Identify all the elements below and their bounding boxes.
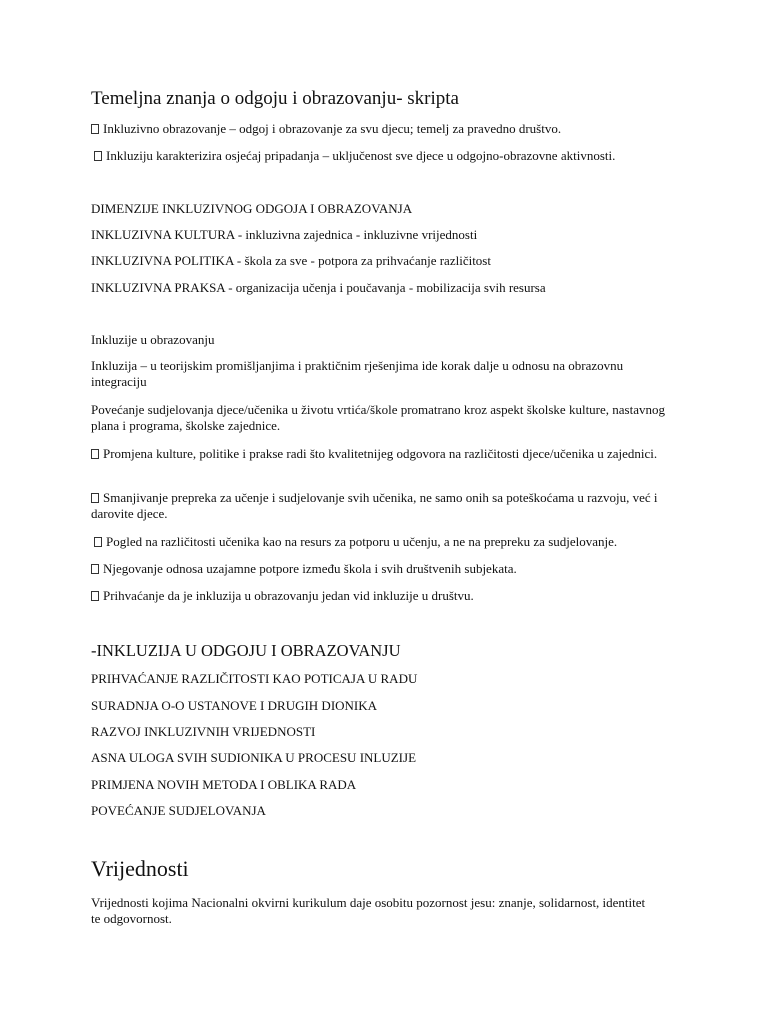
missing-glyph-icon — [94, 537, 102, 547]
inclusion-bullet: Promjena kulture, politike i prakse radi što kvalitetnijeg odgovora na različitosti djece/učenika u zajednici. — [91, 446, 671, 462]
inkluzija-oo-item: PRIHVAĆANJE RAZLIČITOSTI KAO POTICAJA U RADU — [91, 671, 418, 686]
inkluzija-oo-item: POVEĆANJE SUDJELOVANJA — [91, 803, 266, 818]
inkluzija-oo-item: ASNA ULOGA SVIH SUDIONIKA U PROCESU INLUZIJE — [91, 750, 417, 765]
intro-line: Inkluzivno obrazovanje – odgoj i obrazovanje za svu djecu; temelj za pravedno društvo. — [91, 121, 691, 137]
inkluzija-oo-item: PRIMJENA NOVIH METODA I OBLIKA RADA — [91, 777, 357, 792]
inclusion-bullet: Smanjivanje prepreka za učenje i sudjelovanje svih učenika, ne samo onih sa poteškoćama u razvoju, već i darovite djece. — [91, 490, 658, 521]
inclusion-bullet: Njegovanje odnosa uzajamne potpore između škola i svih društvenih subjekata. — [91, 561, 691, 577]
inclusion-paragraph: Povećanje sudjelovanja djece/učenika u životu vrtića/škole promatrano kroz aspekt školske kulture, nastavnog plana i programa, školske zajednice. — [91, 402, 665, 433]
inkluzija-oo-heading: -INKLUZIJA U ODGOJU I OBRAZOVANJU — [91, 641, 401, 660]
missing-glyph-icon — [91, 449, 99, 459]
inclusion-bullet: Prihvaćanje da je inkluzija u obrazovanju jedan vid inkluzije u društvu. — [91, 588, 691, 604]
dimension-item: INKLUZIVNA KULTURA - inkluzivna zajednica - inkluzivne vrijednosti — [91, 227, 478, 242]
values-paragraph: Vrijednosti kojima Nacionalni okvirni kurikulum daje osobitu pozornost jesu: znanje, solidarnost, identitet te odgovornost. — [91, 895, 646, 926]
dimensions-heading: DIMENZIJE INKLUZIVNOG ODGOJA I OBRAZOVANJA — [91, 201, 413, 216]
intro-line: Inkluziju karakterizira osjećaj pripadanja – uključenost sve djece u odgojno-obrazovne aktivnosti. — [91, 148, 694, 164]
values-heading: Vrijednosti — [91, 856, 189, 881]
document-title: Temeljna znanja o odgoju i obrazovanju- skripta — [91, 88, 459, 109]
inkluzija-oo-item: RAZVOJ INKLUZIVNIH VRIJEDNOSTI — [91, 724, 316, 739]
dimension-item: INKLUZIVNA PRAKSA - organizacija učenja i poučavanja - mobilizacija svih resursa — [91, 280, 546, 295]
inclusion-paragraph: Inkluzija – u teorijskim promišljanjima i praktičnim rješenjima ide korak dalje u odnosu na obrazovnu integraciju — [91, 358, 624, 389]
missing-glyph-icon — [91, 124, 99, 134]
missing-glyph-icon — [91, 493, 99, 503]
dimension-item: INKLUZIVNA POLITIKA - škola za sve - potpora za prihvaćanje različitost — [91, 253, 491, 268]
missing-glyph-icon — [91, 591, 99, 601]
inclusion-bullet: Pogled na različitosti učenika kao na resurs za potporu u učenju, a ne na prepreku za sudjelovanje. — [91, 534, 694, 550]
inkluzija-oo-item: SURADNJA O-O USTANOVE I DRUGIH DIONIKA — [91, 698, 378, 713]
inclusion-heading: Inkluzije u obrazovanju — [91, 332, 215, 347]
missing-glyph-icon — [91, 564, 99, 574]
missing-glyph-icon — [94, 151, 102, 161]
